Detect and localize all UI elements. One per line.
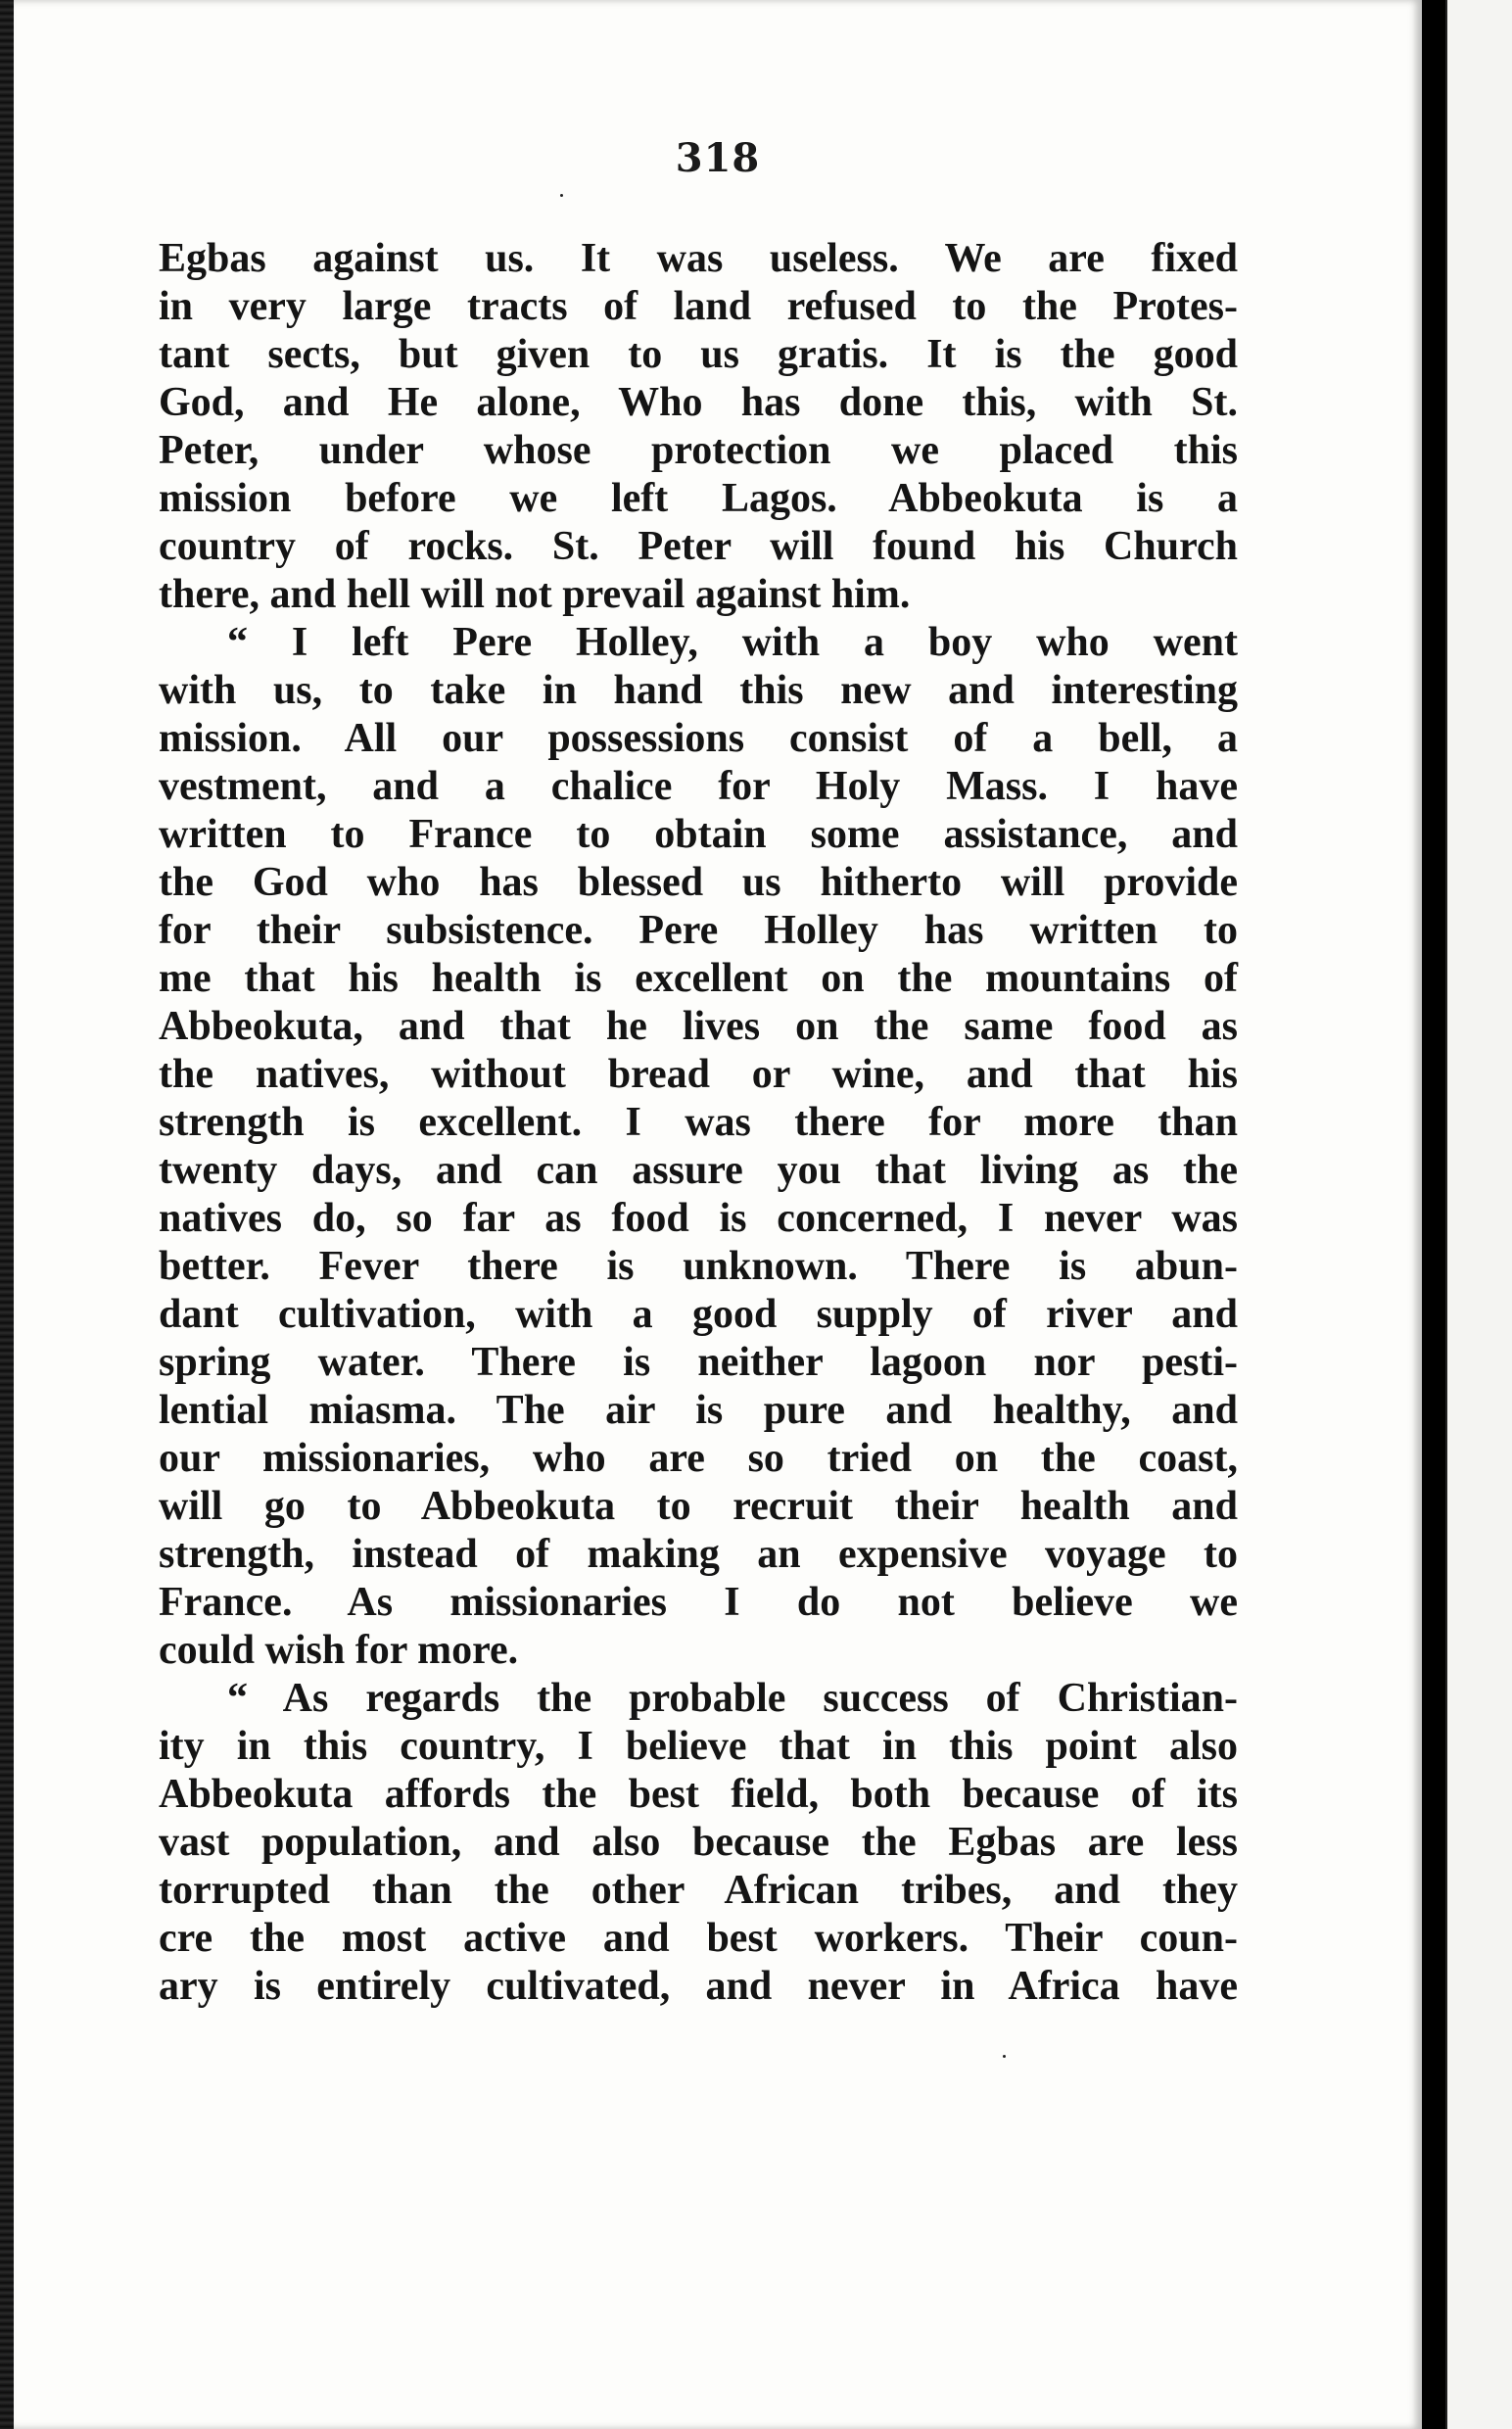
text-line: vestment, and a chalice for Holy Mass. I have: [159, 764, 1238, 809]
scan-left-edge: [0, 0, 14, 2429]
page-number: 318: [675, 135, 761, 181]
text-line: the natives, without bread or wine, and that his: [159, 1052, 1238, 1097]
text-line: mission. All our possessions consist of a bell, a: [159, 716, 1238, 761]
text-line: God, and He alone, Who has done this, with St.: [159, 380, 1238, 425]
text-line: there, and hell will not prevail against him.: [159, 572, 911, 617]
scan-speck: [1003, 2055, 1006, 2058]
text-line: could wish for more.: [159, 1628, 519, 1673]
text-line: spring water. There is neither lagoon nor pesti-: [159, 1340, 1238, 1385]
scan-speck: [560, 194, 563, 197]
text-line: dant cultivation, with a good supply of river and: [159, 1292, 1238, 1337]
text-line: tant sects, but given to us gratis. It is the good: [159, 332, 1238, 377]
page-gutter: [1422, 0, 1445, 2429]
text-line: better. Fever there is unknown. There is abun-: [159, 1244, 1238, 1289]
text-line: cre the most active and best workers. Their coun-: [159, 1916, 1238, 1961]
text-line: written to France to obtain some assistance, and: [159, 812, 1238, 857]
text-line: our missionaries, who are so tried on the coast,: [159, 1436, 1238, 1481]
text-line: strength, instead of making an expensive voyage to: [159, 1532, 1238, 1577]
text-line: France. As missionaries I do not believe we: [159, 1580, 1238, 1625]
text-line: Abbeokuta, and that he lives on the same food as: [159, 1004, 1238, 1049]
text-line: with us, to take in hand this new and interesting: [159, 668, 1238, 713]
book-page: [14, 0, 1422, 2429]
text-line: “ As regards the probable success of Christian-: [227, 1676, 1238, 1721]
adjacent-page-edge: [1445, 0, 1512, 2429]
text-line: “ I left Pere Holley, with a boy who went: [227, 620, 1238, 665]
text-line: natives do, so far as food is concerned, I never was: [159, 1196, 1238, 1241]
text-line: lential miasma. The air is pure and healthy, and: [159, 1388, 1238, 1433]
text-line: for their subsistence. Pere Holley has written to: [159, 908, 1238, 953]
text-line: torrupted than the other African tribes, and they: [159, 1868, 1238, 1913]
body-text: [159, 235, 1238, 2011]
paragraph-2: [159, 619, 1238, 1675]
text-line: vast population, and also because the Egbas are less: [159, 1820, 1238, 1865]
text-line: ity in this country, I believe that in this point also: [159, 1724, 1238, 1769]
text-line: the God who has blessed us hitherto will provide: [159, 860, 1238, 905]
paragraph-1: [159, 235, 1238, 619]
text-line: in very large tracts of land refused to the Protes-: [159, 284, 1238, 329]
text-line: will go to Abbeokuta to recruit their health and: [159, 1484, 1238, 1529]
text-line: twenty days, and can assure you that living as the: [159, 1148, 1238, 1193]
text-line: me that his health is excellent on the mountains of: [159, 956, 1238, 1001]
text-line: Abbeokuta affords the best field, both because of its: [159, 1772, 1238, 1817]
text-line: ary is entirely cultivated, and never in Africa have: [159, 1964, 1238, 2009]
paragraph-3: [159, 1675, 1238, 2011]
text-line: mission before we left Lagos. Abbeokuta is a: [159, 476, 1238, 521]
text-line: country of rocks. St. Peter will found his Church: [159, 524, 1238, 569]
text-line: strength is excellent. I was there for more than: [159, 1100, 1238, 1145]
text-line: Egbas against us. It was useless. We are fixed: [159, 236, 1238, 281]
text-line: Peter, under whose protection we placed this: [159, 428, 1238, 473]
